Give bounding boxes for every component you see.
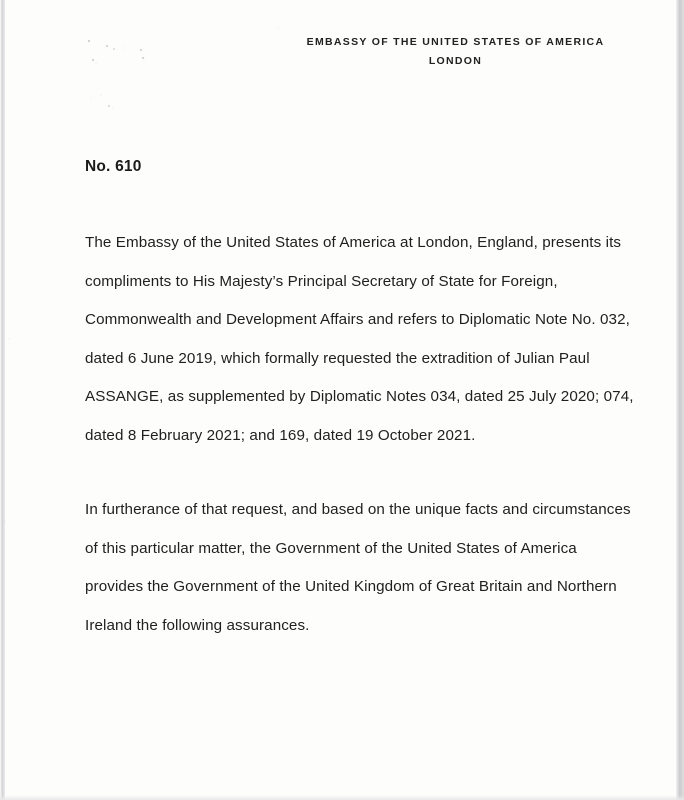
letterhead-line-1: EMBASSY OF THE UNITED STATES OF AMERICA [306,36,605,48]
letterhead-line-2: LONDON [428,55,483,67]
paragraph-2 [85,491,645,645]
paragraph-1-line: dated 6 June 2019, which formally requested the extradition of Julian Paul [85,349,590,367]
faint-pencil-marks [88,40,90,42]
paragraph-2-line: In furtherance of that request, and based on the unique facts and circumstances [85,501,631,518]
paragraph-1-line: compliments to His Majesty’s Principal Secretary of State for Foreign, [85,272,558,290]
paragraph-1-line: dated 8 February 2021; and 169, dated 19 October 2021. [85,426,476,444]
paragraph-2-line: provides the Government of the United Kingdom of Great Britain and Northern [85,578,617,595]
page-edge-bottom-shadow [0,795,684,800]
note-number: No. 610 [85,158,142,175]
paragraph-1-line: ASSANGE, as supplemented by Diplomatic Notes 034, dated 25 July 2020; 074, [85,388,634,405]
paragraph-1-line: The Embassy of the United States of America at London, England, presents its [85,234,622,251]
paragraph-2-line: of this particular matter, the Government of the United States of America [85,539,577,557]
paragraph-2-line: Ireland the following assurances. [85,616,310,634]
paragraph-1-line: Commonwealth and Development Affairs and refers to Diplomatic Note No. 032, [85,311,630,328]
embassy-letterhead [287,33,624,71]
page-edge-right-shadow [676,0,684,800]
page-edge-left-shadow [0,0,5,800]
paragraph-1 [85,224,645,455]
